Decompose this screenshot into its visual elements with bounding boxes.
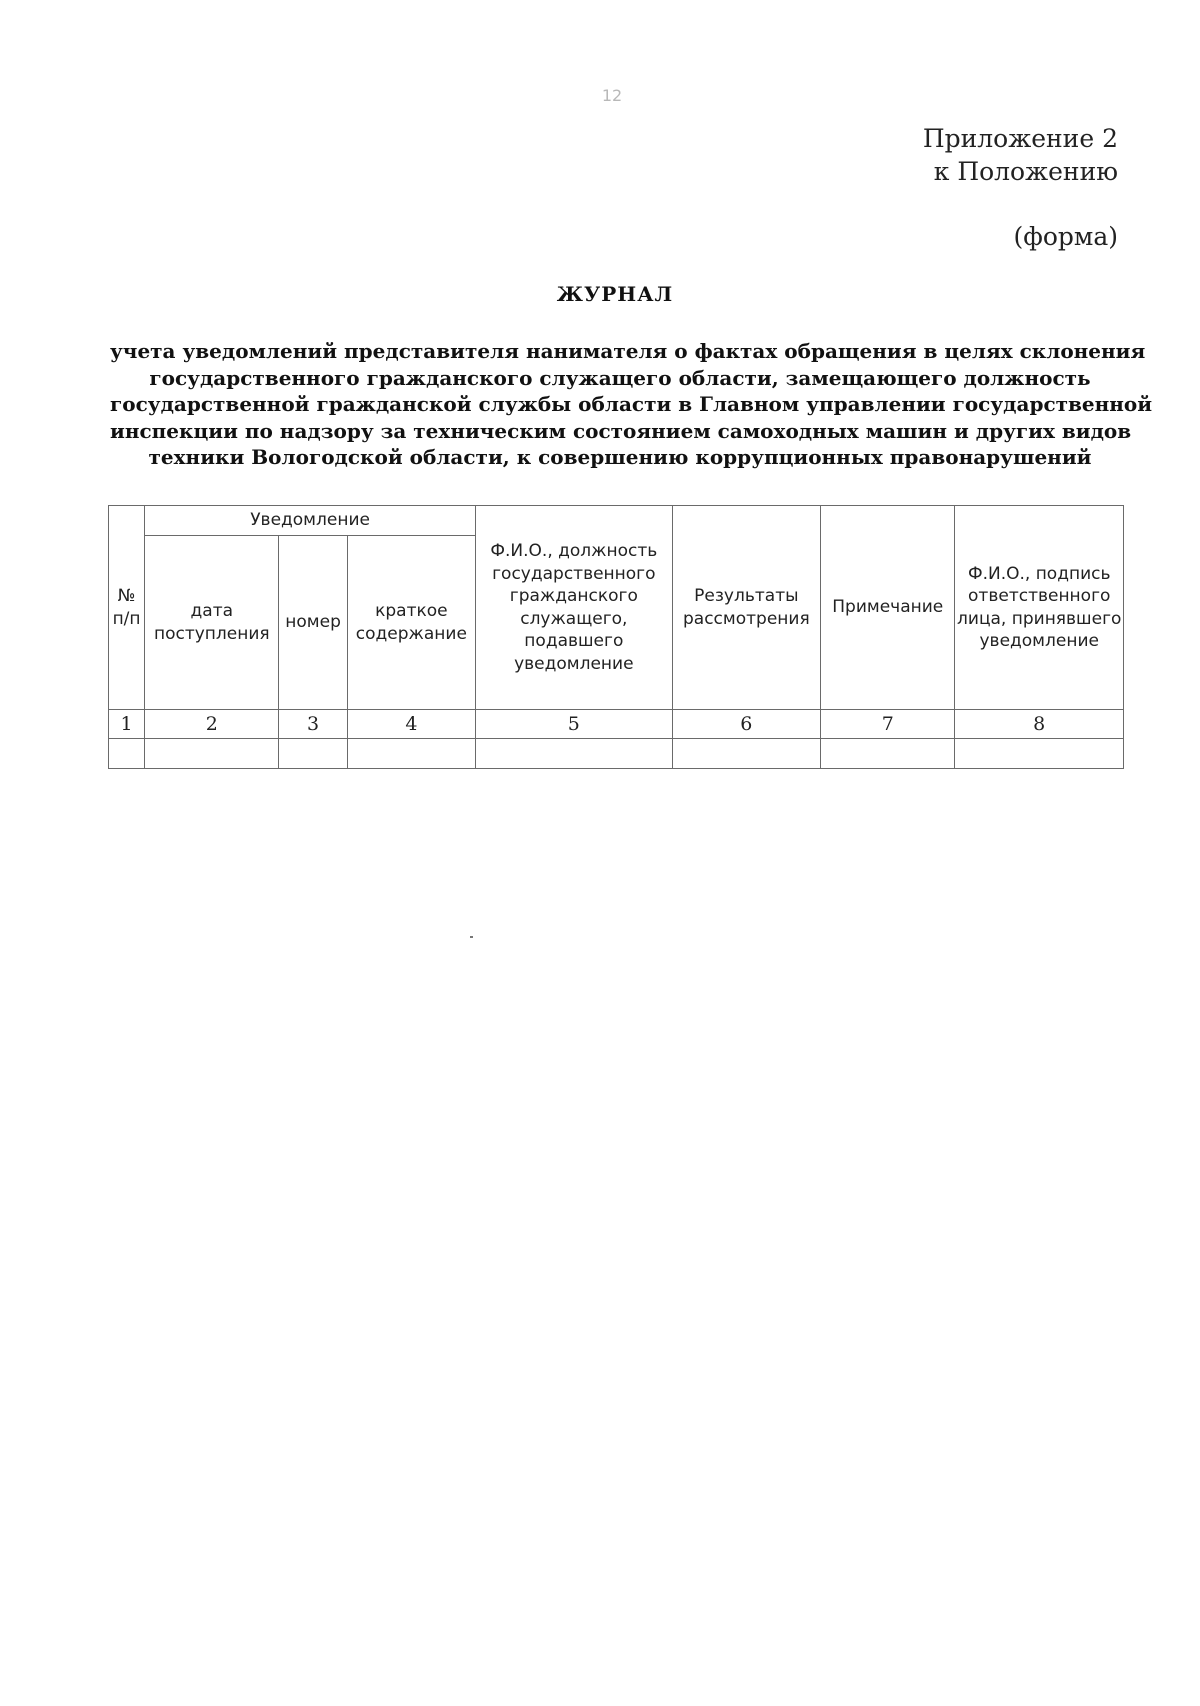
column-number: 6	[672, 710, 820, 739]
table-cell	[821, 739, 955, 769]
header-note: Примечание	[821, 506, 955, 710]
subtitle-line: техники Вологодской области, к совершению коррупционных правонарушений	[148, 445, 1092, 469]
table-row	[109, 739, 1124, 769]
form-label: (форма)	[1013, 222, 1118, 251]
column-number: 8	[955, 710, 1124, 739]
appendix-line-2: к Положению	[933, 157, 1118, 186]
column-number: 3	[279, 710, 347, 739]
table-cell	[347, 739, 475, 769]
scan-speck	[470, 936, 473, 938]
column-number: 1	[109, 710, 145, 739]
header-row	[109, 506, 1124, 536]
header-doc-number: номер	[279, 536, 347, 710]
column-number: 4	[347, 710, 475, 739]
page-number: 12	[601, 86, 623, 105]
header-employee: Ф.И.О., должность государственного гражданского служащего, подавшего уведомление	[476, 506, 673, 710]
header-summary: краткое содержание	[347, 536, 475, 710]
column-number: 2	[145, 710, 279, 739]
subtitle-line: инспекции по надзору за техническим состоянием самоходных машин и других видов	[110, 418, 1132, 443]
header-results: Результаты рассмотрения	[672, 506, 820, 710]
subtitle-line: государственной гражданской службы области в Главном управлении государственной	[110, 392, 1153, 416]
table-cell	[279, 739, 347, 769]
table-cell	[672, 739, 820, 769]
column-number: 5	[476, 710, 673, 739]
column-number-row	[109, 710, 1124, 739]
document-subtitle	[110, 338, 1153, 471]
appendix-line-1: Приложение 2	[922, 124, 1118, 153]
table-cell	[109, 739, 145, 769]
journal-table	[108, 505, 1124, 769]
subtitle-line: учета уведомлений представителя нанимателя о фактах обращения в целях склонения	[110, 339, 1146, 363]
header-responsible: Ф.И.О., подпись ответственного лица, принявшего уведомление	[955, 506, 1124, 710]
document-title: ЖУРНАЛ	[556, 282, 674, 306]
header-notification-group: Уведомление	[145, 506, 476, 536]
column-number: 7	[821, 710, 955, 739]
table-cell	[476, 739, 673, 769]
appendix-reference	[923, 122, 1118, 188]
table-cell	[145, 739, 279, 769]
table-cell	[955, 739, 1124, 769]
header-date-received: дата поступления	[145, 536, 279, 710]
subtitle-line: государственного гражданского служащего области, замещающего должность	[149, 365, 1091, 390]
header-number: № п/п	[109, 506, 145, 710]
